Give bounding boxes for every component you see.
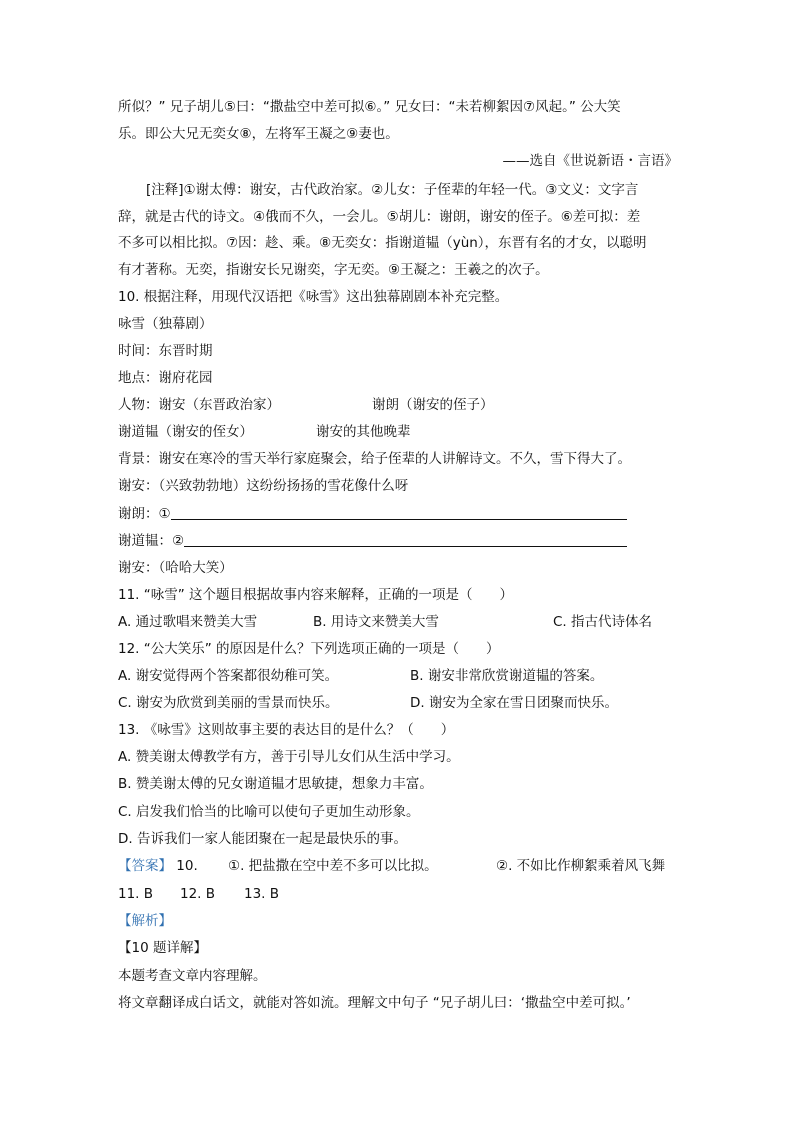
- answer-11: 11. B: [118, 886, 154, 902]
- xielang-row: [118, 504, 627, 524]
- people-a: 人物：谢安（东晋政治家）: [118, 397, 280, 413]
- answer-row: [118, 856, 666, 876]
- answer-10-2: ②. 不如比作柳絮乘着风飞舞: [496, 858, 666, 874]
- play-background: 背景：谢安在寒冷的雪天举行家庭聚会，给子侄辈的人讲解诗文。不久，雪下得大了。: [118, 451, 631, 467]
- people-b: 谢朗（谢安的侄子）: [372, 397, 494, 413]
- q12-option-c[interactable]: C. 谢安为欣赏到美丽的雪景而快乐。: [118, 695, 339, 711]
- answer-blank-2[interactable]: [184, 532, 627, 547]
- notes-line: [注释]①谢太傅：谢安，古代政治家。②儿女：子侄辈的年轻一代。③文义：文字言: [146, 182, 639, 198]
- play-title: 咏雪（独幕剧）: [118, 316, 213, 332]
- play-people-row-2: [118, 422, 411, 442]
- analysis-label: 【解析】: [118, 913, 172, 929]
- q10-prompt: 10. 根据注释，用现代汉语把《咏雪》这出独幕剧剧本补充完整。: [118, 289, 509, 305]
- answer-12: 12. B: [180, 886, 216, 902]
- notes-line: 辞，就是古代的诗文。④俄而不久，一会儿。⑤胡儿：谢朗，谢安的侄子。⑥差可拟：差: [118, 209, 641, 225]
- xiedaoyun-row: [118, 531, 627, 551]
- q12-prompt: 12. “公大笑乐” 的原因是什么？下列选项正确的一项是（ ）: [118, 641, 500, 657]
- q11-option-c[interactable]: C. 指古代诗体名: [553, 614, 653, 630]
- xiedaoyun-label: 谢道韫：②: [118, 533, 185, 549]
- answer-label: 【答案】: [118, 858, 172, 874]
- q13-prompt: 13. 《咏雪》这则故事主要的表达目的是什么？（ ）: [118, 722, 455, 738]
- q13-option-b[interactable]: B. 赞美谢太傅的兄女谢道韫才思敏捷，想象力丰富。: [118, 776, 433, 792]
- play-people-row-1: [118, 395, 494, 415]
- q13-option-d[interactable]: D. 告诉我们一家人能团聚在一起是最快乐的事。: [118, 831, 407, 847]
- passage-line-2: 乐。即公大兄无奕女⑧，左将军王凝之⑨妻也。: [118, 126, 399, 142]
- xiean-end: 谢安：（哈哈大笑）: [118, 560, 233, 576]
- q11-prompt: 11. “咏雪” 这个题目根据故事内容来解释，正确的一项是（ ）: [118, 587, 514, 603]
- q12-option-a[interactable]: A. 谢安觉得两个答案都很幼稚可笑。: [118, 668, 339, 684]
- analysis-line-1: 本题考查文章内容理解。: [118, 968, 267, 984]
- xielang-label: 谢朗：①: [118, 506, 171, 522]
- analysis-sub-heading: 【10 题详解】: [118, 940, 207, 956]
- xiean-line: 谢安：（兴致勃勃地）这纷纷扬扬的雪花像什么呀: [118, 478, 409, 494]
- analysis-line-2: 将文章翻译成白话文，就能对答如流。理解文中句子 “兄子胡儿曰：‘撒盐空中差可拟。’: [118, 995, 631, 1011]
- q11-option-b[interactable]: B. 用诗文来赞美大雪: [313, 614, 439, 630]
- play-time: 时间：东晋时期: [118, 343, 213, 359]
- answer-13: 13. B: [244, 886, 280, 902]
- answer-q10-num: 10.: [176, 858, 198, 874]
- q11-option-a[interactable]: A. 通过歌唱来赞美大雪: [118, 614, 258, 630]
- people-c: 谢道韫（谢安的侄女）: [118, 424, 253, 440]
- q13-option-a[interactable]: A. 赞美谢太傅教学有方，善于引导儿女们从生活中学习。: [118, 749, 460, 765]
- passage-line-1: 所似？” 兄子胡儿⑤曰：“撒盐空中差可拟⑥。” 兄女曰：“未若柳絮因⑦风起。” 公大笑: [118, 99, 621, 115]
- answer-10-1: ①. 把盐撒在空中差不多可以比拟。: [228, 858, 438, 874]
- q12-option-d[interactable]: D. 谢安为全家在雪日团聚而快乐。: [410, 695, 618, 711]
- notes-line: 有才著称。无奕，指谢安长兄谢奕，字无奕。⑨王凝之：王羲之的次子。: [118, 262, 549, 278]
- notes-line: 不多可以相比拟。⑦因：趁、乘。⑧无奕女：指谢道韫（yùn），东晋有名的才女，以聪明: [118, 235, 647, 251]
- people-d: 谢安的其他晚辈: [316, 424, 411, 440]
- q12-option-b[interactable]: B. 谢安非常欣赏谢道韫的答案。: [410, 668, 604, 684]
- answer-blank-1[interactable]: [171, 505, 627, 520]
- play-place: 地点：谢府花园: [118, 370, 213, 386]
- q13-option-c[interactable]: C. 启发我们恰当的比喻可以使句子更加生动形象。: [118, 804, 420, 820]
- passage-source: ——选自《世说新语・言语》: [502, 153, 678, 169]
